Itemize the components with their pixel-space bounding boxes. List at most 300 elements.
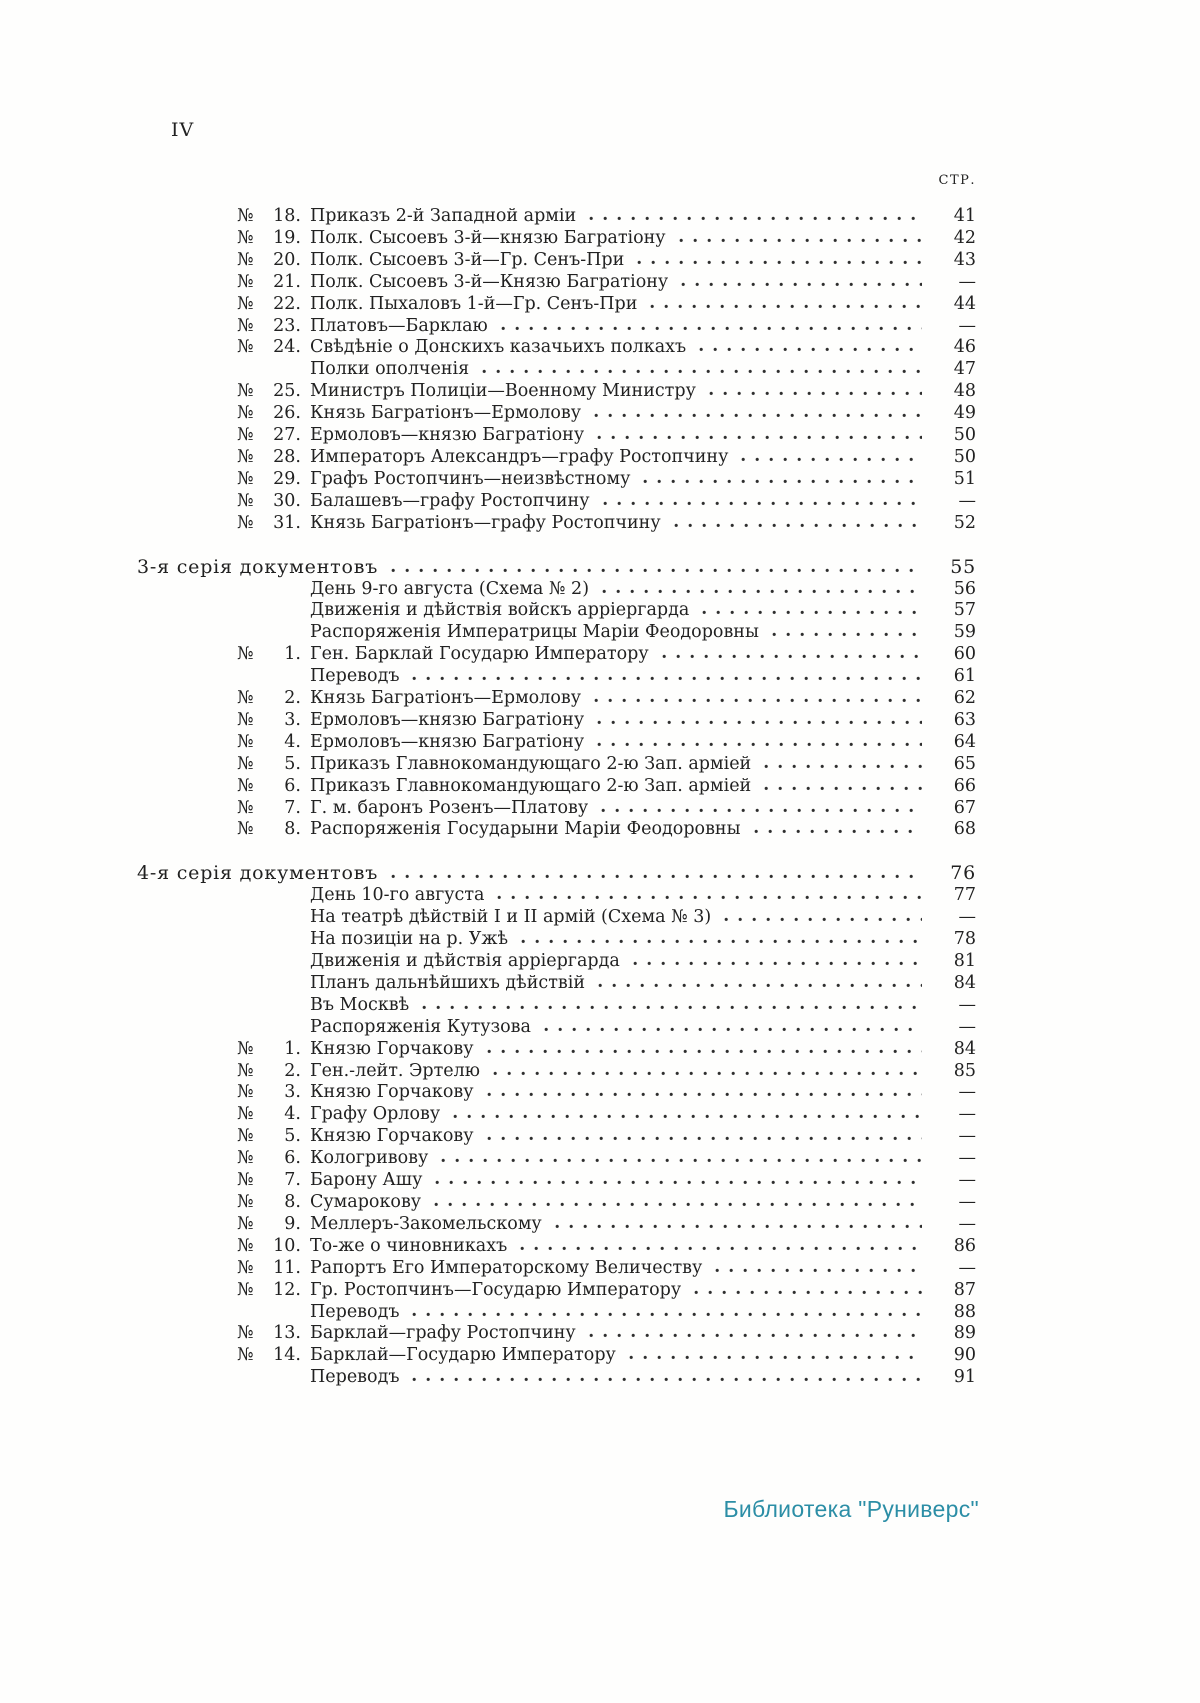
- toc-row: [137, 1323, 976, 1345]
- toc-row: [137, 688, 976, 710]
- numero-sign: №: [237, 775, 254, 796]
- numero-sign: №: [237, 271, 254, 292]
- entry-page-number: 61: [953, 666, 976, 687]
- entry-number-column: [137, 798, 310, 820]
- dot-leader: [493, 1071, 922, 1076]
- entry-page-number: —: [958, 1104, 976, 1125]
- entry-page-number: —: [958, 1170, 976, 1191]
- dot-leader: [650, 304, 922, 309]
- dot-leader: [589, 216, 922, 221]
- numero-sign: №: [237, 1345, 254, 1366]
- numero-sign: №: [237, 1082, 254, 1103]
- numero-sign: №: [237, 315, 254, 336]
- entry-page-number: 86: [953, 1235, 976, 1256]
- numero-sign: №: [237, 206, 254, 226]
- entry-title: День 10-го августа: [310, 885, 485, 906]
- entry-number-column: [137, 1104, 310, 1126]
- toc-row: [137, 885, 976, 907]
- entry-page-number: —: [958, 1126, 976, 1147]
- toc-row: [137, 973, 976, 995]
- entry-number-column: [137, 1126, 310, 1148]
- numero-sign: №: [237, 293, 254, 314]
- entry-number: 7.: [284, 797, 301, 818]
- entry-number: 9.: [284, 1213, 301, 1234]
- entry-page-number: 57: [953, 600, 976, 621]
- entry-page-number: 65: [953, 753, 976, 774]
- dot-leader: [555, 1224, 922, 1229]
- toc-row: [137, 995, 976, 1017]
- entry-number: 12.: [273, 1279, 301, 1300]
- toc-row: [137, 1302, 976, 1324]
- toc-row: [137, 819, 976, 841]
- entry-page-number: 78: [953, 929, 976, 950]
- toc-row: [137, 491, 976, 513]
- toc-row: [137, 1082, 976, 1104]
- entry-title: Переводъ: [310, 1301, 400, 1322]
- dot-leader: [741, 457, 922, 462]
- entry-page-number: 52: [953, 512, 976, 533]
- entry-number: 3.: [284, 709, 301, 730]
- entry-number: 22.: [273, 293, 301, 314]
- entry-page-number: —: [958, 907, 976, 928]
- entry-title: Графъ Ростопчинъ—неизвѣстному: [310, 468, 631, 489]
- dot-leader: [709, 391, 922, 396]
- dot-leader: [412, 1312, 922, 1317]
- entry-page-number: 55: [950, 555, 976, 578]
- toc-row: [137, 798, 976, 820]
- dot-leader: [679, 238, 922, 243]
- dot-leader: [694, 1290, 922, 1295]
- entry-number: 2.: [284, 688, 301, 709]
- entry-number-column: [137, 1323, 310, 1345]
- entry-title: Барклай—графу Ростопчину: [310, 1323, 576, 1344]
- toc-row: [137, 1170, 976, 1192]
- dot-leader: [487, 1136, 922, 1141]
- entry-number-column: [137, 316, 310, 338]
- dot-leader: [594, 413, 922, 418]
- entry-page-number: 76: [950, 862, 976, 885]
- entry-page-number: 43: [953, 249, 976, 270]
- entry-page-number: 77: [953, 885, 976, 906]
- entry-page-number: 89: [953, 1323, 976, 1344]
- entry-number-column: [137, 381, 310, 403]
- entry-page-number: 59: [953, 622, 976, 643]
- toc-row: [137, 1148, 976, 1170]
- entry-number-column: [137, 710, 310, 732]
- entry-number-column: [137, 469, 310, 491]
- entry-title: Переводъ: [310, 666, 400, 687]
- toc-row: [137, 644, 976, 666]
- entry-title: Рапортъ Его Императорскому Величеству: [310, 1257, 703, 1278]
- entry-number: 6.: [284, 1148, 301, 1169]
- entry-title: Планъ дальнѣйшихъ дѣйствій: [310, 972, 585, 993]
- toc-row: [137, 622, 976, 644]
- toc-row: [137, 1039, 976, 1061]
- entry-title: Князю Горчакову: [310, 1126, 474, 1147]
- entry-number: 14.: [273, 1345, 301, 1366]
- dot-leader: [602, 589, 922, 594]
- toc-row: [137, 776, 976, 798]
- dot-leader: [601, 808, 922, 813]
- dot-leader: [434, 1202, 922, 1207]
- toc-row: [137, 1258, 976, 1280]
- dot-leader: [643, 479, 922, 484]
- entry-number: 19.: [273, 227, 301, 248]
- dot-leader: [589, 1333, 922, 1338]
- entry-page-number: —: [958, 1257, 976, 1278]
- entry-page-number: 51: [953, 468, 976, 489]
- entry-page-number: —: [958, 315, 976, 336]
- entry-number: 4.: [284, 1104, 301, 1125]
- entry-number: 28.: [273, 446, 301, 467]
- folio-number: IV: [171, 119, 195, 141]
- entry-page-number: 63: [953, 709, 976, 730]
- dot-leader: [422, 1005, 922, 1010]
- entry-title: Распоряженія Императрицы Маріи Феодоровны: [310, 622, 759, 643]
- entry-number: 26.: [273, 403, 301, 424]
- toc-row: [137, 359, 976, 381]
- entry-page-number: 91: [953, 1367, 976, 1388]
- entry-number: 6.: [284, 775, 301, 796]
- entry-title: На позиціи на р. Ужѣ: [310, 929, 509, 950]
- entry-title: Распоряженія Государыни Маріи Феодоровны: [310, 819, 741, 840]
- toc-row: [137, 579, 976, 601]
- entry-page-number: 56: [953, 578, 976, 599]
- entry-number: 13.: [273, 1323, 301, 1344]
- entry-number-column: [137, 1192, 310, 1214]
- entry-number: 4.: [284, 731, 301, 752]
- entry-page-number: 84: [953, 1038, 976, 1059]
- dot-leader: [521, 939, 922, 944]
- toc-row: [137, 732, 976, 754]
- entry-page-number: 64: [953, 731, 976, 752]
- dot-leader: [674, 523, 922, 528]
- library-watermark: Библиотека "Руниверс": [723, 1496, 979, 1522]
- entry-title: Князь Багратіонъ—графу Ростопчину: [310, 512, 661, 533]
- entry-title: 4-я серія документовъ: [137, 862, 379, 885]
- entry-number-column: [137, 644, 310, 666]
- entry-number: 25.: [273, 381, 301, 402]
- dot-leader: [724, 917, 922, 922]
- entry-number-column: [137, 1345, 310, 1367]
- numero-sign: №: [237, 1170, 254, 1191]
- entry-page-number: —: [958, 1191, 976, 1212]
- numero-sign: №: [237, 819, 254, 840]
- entry-page-number: 60: [953, 644, 976, 665]
- entry-title: Распоряженія Кутузова: [310, 1016, 531, 1037]
- entry-number: 27.: [273, 425, 301, 446]
- entry-page-number: 49: [953, 403, 976, 424]
- dot-leader: [633, 961, 922, 966]
- entry-page-number: 84: [953, 972, 976, 993]
- dot-leader: [597, 435, 922, 440]
- dot-leader: [764, 786, 922, 791]
- toc-row: [137, 294, 976, 316]
- entry-number: 1.: [284, 644, 301, 665]
- entry-title: Полки ополченія: [310, 359, 470, 380]
- entry-number-column: [137, 754, 310, 776]
- entry-title: Гр. Ростопчинъ—Государю Императору: [310, 1279, 682, 1300]
- dot-leader: [487, 1092, 922, 1097]
- numero-sign: №: [237, 468, 254, 489]
- entry-number-column: [137, 1258, 310, 1280]
- numero-sign: №: [237, 1235, 254, 1256]
- entry-title: Сумарокову: [310, 1191, 422, 1212]
- entry-title: Полк. Сысоевъ 3-й—князю Багратіону: [310, 227, 666, 248]
- entry-page-number: 50: [953, 425, 976, 446]
- entry-title: Князь Багратіонъ—Ермолову: [310, 403, 582, 424]
- dot-leader: [453, 1114, 922, 1119]
- numero-sign: №: [237, 1323, 254, 1344]
- entry-number: 2.: [284, 1060, 301, 1081]
- entry-title: Приказъ Главнокомандующаго 2-ю Зап. арміей: [310, 775, 752, 796]
- toc-row: [137, 1017, 976, 1039]
- toc-row: [137, 250, 976, 272]
- toc-row: [137, 469, 976, 491]
- numero-sign: №: [237, 512, 254, 533]
- entry-title: Приказъ Главнокомандующаго 2-ю Зап. арміей: [310, 753, 752, 774]
- entry-page-number: —: [958, 994, 976, 1015]
- entry-number-column: [137, 206, 310, 228]
- entry-number: 3.: [284, 1082, 301, 1103]
- toc-row: [137, 1345, 976, 1367]
- entry-title: Свѣдѣніе о Донскихъ казачьихъ полкахъ: [310, 337, 687, 358]
- dot-leader: [435, 1180, 922, 1185]
- numero-sign: №: [237, 425, 254, 446]
- entry-title: Приказъ 2-й Западной арміи: [310, 206, 577, 226]
- dot-leader: [391, 874, 922, 879]
- entry-page-number: 66: [953, 775, 976, 796]
- toc-row: [137, 228, 976, 250]
- entry-page-number: 81: [953, 951, 976, 971]
- entry-title: Переводъ: [310, 1367, 400, 1388]
- toc-row: [137, 403, 976, 425]
- toc-row: [137, 447, 976, 469]
- numero-sign: №: [237, 709, 254, 730]
- entry-title: Полк. Пыхаловъ 1-й—Гр. Сенъ-При: [310, 293, 638, 314]
- dot-leader: [520, 1246, 922, 1251]
- dot-leader: [441, 1158, 922, 1163]
- numero-sign: №: [237, 1104, 254, 1125]
- entry-number-column: [137, 1170, 310, 1192]
- entry-number-column: [137, 250, 310, 272]
- entry-number-column: [137, 272, 310, 294]
- toc-row: [137, 1126, 976, 1148]
- toc-row: [137, 1236, 976, 1258]
- entry-title: Меллеръ-Закомельскому: [310, 1213, 542, 1234]
- entry-title: Платовъ—Барклаю: [310, 315, 488, 336]
- entry-title: Ермоловъ—князю Багратіону: [310, 731, 585, 752]
- toc-row: [137, 951, 976, 973]
- entry-number-column: [137, 337, 310, 359]
- entry-page-number: 68: [953, 819, 976, 840]
- dot-leader: [699, 347, 922, 352]
- entry-page-number: 41: [953, 206, 976, 226]
- entry-number-column: [137, 819, 310, 841]
- entry-title: Министръ Полиціи—Военному Министру: [310, 381, 696, 402]
- entry-number: 20.: [273, 249, 301, 270]
- toc-row: [137, 513, 976, 535]
- entry-number-column: [137, 513, 310, 535]
- entry-number-column: [137, 447, 310, 469]
- entry-title: Князь Багратіонъ—Ермолову: [310, 688, 582, 709]
- numero-sign: №: [237, 1126, 254, 1147]
- entry-page-number: —: [958, 1016, 976, 1037]
- dot-leader: [597, 720, 922, 725]
- entry-number-column: [137, 1236, 310, 1258]
- entry-title: Кологривову: [310, 1148, 429, 1169]
- entry-number: 18.: [273, 206, 301, 226]
- entry-number: 1.: [284, 1038, 301, 1059]
- entry-title: Графу Орлову: [310, 1104, 441, 1125]
- dot-leader: [482, 369, 922, 374]
- entry-title: Въ Москвѣ: [310, 994, 410, 1015]
- entry-page-number: 42: [953, 227, 976, 248]
- dot-leader: [754, 829, 922, 834]
- numero-sign: №: [237, 403, 254, 424]
- numero-sign: №: [237, 249, 254, 270]
- toc-row: [137, 754, 976, 776]
- numero-sign: №: [237, 381, 254, 402]
- toc-row: [137, 337, 976, 359]
- numero-sign: №: [237, 797, 254, 818]
- toc-row: [137, 316, 976, 338]
- toc-row: [137, 863, 976, 885]
- entry-title: 3-я серія документовъ: [137, 555, 379, 578]
- entry-number: 10.: [273, 1235, 301, 1256]
- entry-number: 7.: [284, 1170, 301, 1191]
- entry-page-number: 88: [953, 1301, 976, 1322]
- toc-row: [137, 710, 976, 732]
- toc-row: [137, 1367, 976, 1389]
- numero-sign: №: [237, 731, 254, 752]
- dot-leader: [501, 326, 922, 331]
- entry-page-number: 48: [953, 381, 976, 402]
- entry-number: 11.: [273, 1257, 301, 1278]
- entry-page-number: —: [958, 1213, 976, 1234]
- entry-page-number: 67: [953, 797, 976, 818]
- entry-title: На театрѣ дѣйствій I и II армій (Схема № 3): [310, 907, 712, 928]
- numero-sign: №: [237, 446, 254, 467]
- entry-page-number: 87: [953, 1279, 976, 1300]
- entry-title: Балашевъ—графу Ростопчину: [310, 490, 590, 511]
- entry-page-number: 44: [953, 293, 976, 314]
- entry-title: Ген. Барклай Государю Императору: [310, 644, 649, 665]
- entry-number: 5.: [284, 753, 301, 774]
- entry-number: 29.: [273, 468, 301, 489]
- entry-number: 8.: [284, 819, 301, 840]
- entry-number-column: [137, 1214, 310, 1236]
- numero-sign: №: [237, 1148, 254, 1169]
- entry-number: 30.: [273, 490, 301, 511]
- numero-sign: №: [237, 644, 254, 665]
- entry-title: Князю Горчакову: [310, 1082, 474, 1103]
- toc-row: [137, 1061, 976, 1083]
- dot-leader: [544, 1027, 922, 1032]
- numero-sign: №: [237, 1038, 254, 1059]
- dot-leader: [412, 1377, 922, 1382]
- entry-number-column: [137, 732, 310, 754]
- entry-title: Ген.-лейт. Эртелю: [310, 1060, 481, 1081]
- entry-number-column: [137, 403, 310, 425]
- entry-number-column: [137, 228, 310, 250]
- dot-leader: [637, 260, 922, 265]
- dot-leader: [598, 983, 922, 988]
- entry-page-number: —: [958, 271, 976, 292]
- entry-number: 24.: [273, 337, 301, 358]
- numero-sign: №: [237, 1191, 254, 1212]
- dot-leader: [662, 654, 922, 659]
- dot-leader: [412, 676, 922, 681]
- numero-sign: №: [237, 490, 254, 511]
- entry-title: Императоръ Александръ—графу Ростопчину: [310, 446, 729, 467]
- toc-row: [137, 1104, 976, 1126]
- numero-sign: №: [237, 1279, 254, 1300]
- toc-row: [137, 557, 976, 579]
- dot-leader: [629, 1355, 922, 1360]
- toc-row: [137, 907, 976, 929]
- toc-row: [137, 1192, 976, 1214]
- entry-number-column: [137, 1280, 310, 1302]
- entry-title: Ермоловъ—князю Багратіону: [310, 709, 585, 730]
- entry-number-column: [137, 1148, 310, 1170]
- entry-title: Полк. Сысоевъ 3-й—Гр. Сенъ-При: [310, 249, 625, 270]
- entry-page-number: 62: [953, 688, 976, 709]
- entry-title: Барону Ашу: [310, 1170, 423, 1191]
- toc-row: [137, 666, 976, 688]
- entry-page-number: —: [958, 1148, 976, 1169]
- entry-title: Г. м. баронъ Розенъ—Платову: [310, 797, 589, 818]
- entry-title: То-же о чиновникахъ: [310, 1235, 508, 1256]
- entry-number-column: [137, 1082, 310, 1104]
- toc-row: [137, 425, 976, 447]
- dot-leader: [603, 501, 922, 506]
- toc-row: [137, 272, 976, 294]
- dot-leader: [772, 632, 922, 637]
- entry-page-number: 47: [953, 359, 976, 380]
- entry-number-column: [137, 425, 310, 447]
- dot-leader: [764, 764, 922, 769]
- page-column-header: СТР.: [938, 173, 976, 188]
- entry-number-column: [137, 688, 310, 710]
- numero-sign: №: [237, 227, 254, 248]
- numero-sign: №: [237, 753, 254, 774]
- entry-number: 8.: [284, 1191, 301, 1212]
- entry-title: Ермоловъ—князю Багратіону: [310, 425, 585, 446]
- toc-row: [137, 1214, 976, 1236]
- toc-row: [137, 1280, 976, 1302]
- entry-page-number: 50: [953, 446, 976, 467]
- entry-number: 5.: [284, 1126, 301, 1147]
- dot-leader: [594, 698, 922, 703]
- entry-number: 23.: [273, 315, 301, 336]
- entry-title: Движенія и дѣйствія арріергарда: [310, 951, 620, 971]
- toc-list: [137, 206, 976, 1389]
- toc-row: [137, 381, 976, 403]
- toc-row: [137, 206, 976, 228]
- dot-leader: [702, 610, 922, 615]
- numero-sign: №: [237, 688, 254, 709]
- entry-number-column: [137, 294, 310, 316]
- entry-title: Барклай—Государю Императору: [310, 1345, 616, 1366]
- entry-page-number: —: [958, 1082, 976, 1103]
- entry-number-column: [137, 1061, 310, 1083]
- entry-number-column: [137, 1039, 310, 1061]
- dot-leader: [597, 742, 922, 747]
- entry-number-column: [137, 776, 310, 798]
- entry-page-number: 46: [953, 337, 976, 358]
- entry-page-number: 90: [953, 1345, 976, 1366]
